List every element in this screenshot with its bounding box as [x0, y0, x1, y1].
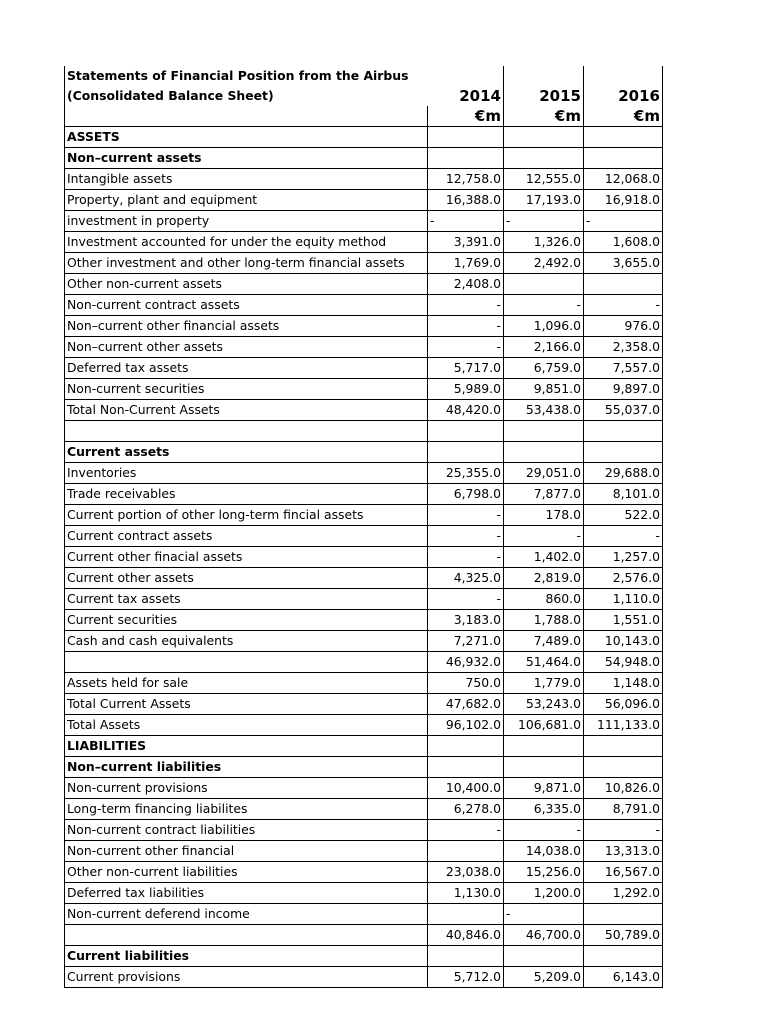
table-row	[65, 295, 663, 316]
cell-2014: 46,932.0	[428, 652, 504, 673]
cell-2014	[428, 946, 504, 967]
row-label: Property, plant and equipment	[65, 190, 428, 211]
cell-2014	[428, 757, 504, 778]
cell-2016: 2,576.0	[584, 568, 663, 589]
row-label: Total Assets	[65, 715, 428, 736]
row-label: Investment accounted for under the equity method	[65, 232, 428, 253]
cell-2015: 46,700.0	[504, 925, 584, 946]
cell-2016	[584, 442, 663, 463]
cell-2015: 53,243.0	[504, 694, 584, 715]
table-row	[65, 421, 663, 442]
cell-2014	[428, 736, 504, 757]
cell-2016: 8,101.0	[584, 484, 663, 505]
cell-2014	[428, 841, 504, 862]
cell-2015: 1,402.0	[504, 547, 584, 568]
cell-2016	[584, 148, 663, 169]
cell-2014: 7,271.0	[428, 631, 504, 652]
cell-2014: -	[428, 337, 504, 358]
table-row	[65, 862, 663, 883]
cell-2014: 3,183.0	[428, 610, 504, 631]
table-row	[65, 568, 663, 589]
row-label: Current tax assets	[65, 589, 428, 610]
year-header-2014: 2014	[459, 87, 501, 105]
cell-2016: -	[584, 211, 663, 232]
cell-2014: -	[428, 211, 504, 232]
cell-2016: 8,791.0	[584, 799, 663, 820]
table-row	[65, 316, 663, 337]
row-label: Other investment and other long-term financial assets	[65, 253, 428, 274]
cell-2015	[504, 127, 584, 148]
cell-2016: 10,143.0	[584, 631, 663, 652]
cell-2014	[428, 421, 504, 442]
cell-2014: 10,400.0	[428, 778, 504, 799]
row-label: Non–current liabilities	[65, 757, 428, 778]
title-line-2: (Consolidated Balance Sheet)	[65, 86, 428, 106]
row-label: Inventories	[65, 463, 428, 484]
cell-2015: 17,193.0	[504, 190, 584, 211]
cell-2014: 40,846.0	[428, 925, 504, 946]
cell-2014: 6,798.0	[428, 484, 504, 505]
table-row	[65, 547, 663, 568]
cell-2014: -	[428, 547, 504, 568]
row-label: Non–current assets	[65, 148, 428, 169]
cell-2014: 12,758.0	[428, 169, 504, 190]
cell-2016: 13,313.0	[584, 841, 663, 862]
cell-2015	[504, 148, 584, 169]
cell-2015: 1,326.0	[504, 232, 584, 253]
cell-2016: 9,897.0	[584, 379, 663, 400]
cell-2016: 1,148.0	[584, 673, 663, 694]
cell-2016: 54,948.0	[584, 652, 663, 673]
row-label: investment in property	[65, 211, 428, 232]
row-label: Cash and cash equivalents	[65, 631, 428, 652]
cell-2014: -	[428, 820, 504, 841]
cell-2015: 51,464.0	[504, 652, 584, 673]
cell-2014: -	[428, 505, 504, 526]
row-label: Non-current securities	[65, 379, 428, 400]
cell-2015	[504, 736, 584, 757]
cell-2016: 3,655.0	[584, 253, 663, 274]
cell-2015	[504, 274, 584, 295]
cell-2016: 111,133.0	[584, 715, 663, 736]
cell-2016: 522.0	[584, 505, 663, 526]
title-row-2	[65, 86, 663, 106]
cell-2016: 29,688.0	[584, 463, 663, 484]
cell-2014: 47,682.0	[428, 694, 504, 715]
cell-2016: 16,918.0	[584, 190, 663, 211]
table-row	[65, 526, 663, 547]
cell-2014: 6,278.0	[428, 799, 504, 820]
cell-2015: 29,051.0	[504, 463, 584, 484]
cell-2016	[584, 127, 663, 148]
table-row	[65, 505, 663, 526]
title-line-1: Statements of Financial Position from the Airbus	[65, 66, 428, 86]
row-label: Non-current deferend income	[65, 904, 428, 925]
cell-2015: 7,877.0	[504, 484, 584, 505]
table-row	[65, 778, 663, 799]
cell-2015: 7,489.0	[504, 631, 584, 652]
row-label: Non-current contract liabilities	[65, 820, 428, 841]
cell-2014: -	[428, 316, 504, 337]
cell-2014: -	[428, 589, 504, 610]
row-label: Current securities	[65, 610, 428, 631]
table-row	[65, 190, 663, 211]
title-row-1	[65, 66, 663, 86]
table-row	[65, 820, 663, 841]
row-label: Trade receivables	[65, 484, 428, 505]
year-header-2015: 2015	[504, 86, 584, 106]
table-row	[65, 694, 663, 715]
table-row	[65, 127, 663, 148]
row-label: Current liabilities	[65, 946, 428, 967]
table-row	[65, 673, 663, 694]
cell-2015: -	[504, 295, 584, 316]
cell-2015: 6,759.0	[504, 358, 584, 379]
cell-2014	[428, 904, 504, 925]
cell-2016: 50,789.0	[584, 925, 663, 946]
cell-2015: 2,819.0	[504, 568, 584, 589]
cell-2016: 6,143.0	[584, 967, 663, 988]
row-label: Total Non-Current Assets	[65, 400, 428, 421]
cell-2014: 5,717.0	[428, 358, 504, 379]
cell-2015: 12,555.0	[504, 169, 584, 190]
table-row	[65, 631, 663, 652]
table-row	[65, 610, 663, 631]
cell-2014: 750.0	[428, 673, 504, 694]
cell-2015: 14,038.0	[504, 841, 584, 862]
cell-2016: 10,826.0	[584, 778, 663, 799]
cell-2016	[584, 736, 663, 757]
cell-2015: -	[504, 211, 584, 232]
cell-2015: -	[504, 526, 584, 547]
table-row	[65, 442, 663, 463]
cell-2014: 25,355.0	[428, 463, 504, 484]
row-label: Current assets	[65, 442, 428, 463]
table-row	[65, 400, 663, 421]
row-label: Intangible assets	[65, 169, 428, 190]
table-row	[65, 253, 663, 274]
cell-2016: 55,037.0	[584, 400, 663, 421]
table-row	[65, 589, 663, 610]
table-row	[65, 463, 663, 484]
cell-2016	[584, 904, 663, 925]
unit-header-2016: €m	[584, 106, 663, 127]
row-label: Current other finacial assets	[65, 547, 428, 568]
cell-2016	[584, 946, 663, 967]
table-row	[65, 652, 663, 673]
row-label	[65, 925, 428, 946]
cell-2016: 16,567.0	[584, 862, 663, 883]
cell-2016: 56,096.0	[584, 694, 663, 715]
cell-2014: 23,038.0	[428, 862, 504, 883]
cell-2016: -	[584, 526, 663, 547]
row-label: Long-term financing liabilites	[65, 799, 428, 820]
table-row	[65, 925, 663, 946]
cell-2016: 1,257.0	[584, 547, 663, 568]
cell-2014: 5,989.0	[428, 379, 504, 400]
table-row	[65, 211, 663, 232]
table-row	[65, 841, 663, 862]
table-row	[65, 967, 663, 988]
table-row	[65, 484, 663, 505]
cell-2014: 5,712.0	[428, 967, 504, 988]
row-label: Deferred tax assets	[65, 358, 428, 379]
cell-2015	[504, 442, 584, 463]
cell-2016: 12,068.0	[584, 169, 663, 190]
cell-2016	[584, 274, 663, 295]
cell-2014: 16,388.0	[428, 190, 504, 211]
cell-2015: 1,200.0	[504, 883, 584, 904]
cell-2014: 1,130.0	[428, 883, 504, 904]
cell-2015: 9,871.0	[504, 778, 584, 799]
cell-2014	[428, 148, 504, 169]
cell-2015: 860.0	[504, 589, 584, 610]
table-row	[65, 232, 663, 253]
row-label: Non-current provisions	[65, 778, 428, 799]
table-row	[65, 715, 663, 736]
table-row	[65, 274, 663, 295]
cell-2014: -	[428, 526, 504, 547]
table-row	[65, 736, 663, 757]
row-label: Other non-current liabilities	[65, 862, 428, 883]
table-row	[65, 799, 663, 820]
row-label: Non–current other financial assets	[65, 316, 428, 337]
cell-2015: 6,335.0	[504, 799, 584, 820]
cell-2016: -	[584, 295, 663, 316]
table-row	[65, 148, 663, 169]
row-label: Current other assets	[65, 568, 428, 589]
cell-2015	[504, 421, 584, 442]
row-label: ASSETS	[65, 127, 428, 148]
cell-2015: 2,492.0	[504, 253, 584, 274]
row-label: Total Current Assets	[65, 694, 428, 715]
row-label: Assets held for sale	[65, 673, 428, 694]
table-row	[65, 169, 663, 190]
unit-row	[65, 106, 663, 127]
cell-2015: 1,779.0	[504, 673, 584, 694]
row-label: Non-current other financial	[65, 841, 428, 862]
cell-2015: 2,166.0	[504, 337, 584, 358]
cell-2015: 178.0	[504, 505, 584, 526]
cell-2014	[428, 442, 504, 463]
row-label: Current provisions	[65, 967, 428, 988]
balance-sheet-table	[64, 66, 663, 988]
cell-2016: 7,557.0	[584, 358, 663, 379]
cell-2016: 2,358.0	[584, 337, 663, 358]
cell-2016	[584, 757, 663, 778]
row-label: LIABILITIES	[65, 736, 428, 757]
row-label: Current portion of other long-term fincial assets	[65, 505, 428, 526]
cell-2014: 3,391.0	[428, 232, 504, 253]
unit-header-2015: €m	[504, 106, 584, 127]
cell-2015: 106,681.0	[504, 715, 584, 736]
cell-2015: 53,438.0	[504, 400, 584, 421]
row-label	[65, 421, 428, 442]
cell-2014	[428, 127, 504, 148]
table-row	[65, 757, 663, 778]
table-row	[65, 379, 663, 400]
cell-2014: 1,769.0	[428, 253, 504, 274]
cell-2016	[584, 421, 663, 442]
cell-2016: 976.0	[584, 316, 663, 337]
table-row	[65, 904, 663, 925]
table-row	[65, 358, 663, 379]
cell-2015: 15,256.0	[504, 862, 584, 883]
table-row	[65, 337, 663, 358]
table-row	[65, 946, 663, 967]
year-header-2016: 2016	[584, 86, 663, 106]
cell-2014: 4,325.0	[428, 568, 504, 589]
cell-2016: 1,292.0	[584, 883, 663, 904]
row-label: Non-current contract assets	[65, 295, 428, 316]
row-label: Deferred tax liabilities	[65, 883, 428, 904]
cell-2016: 1,608.0	[584, 232, 663, 253]
cell-2015: 5,209.0	[504, 967, 584, 988]
cell-2015: 9,851.0	[504, 379, 584, 400]
cell-2016: 1,110.0	[584, 589, 663, 610]
row-label	[65, 652, 428, 673]
unit-header-2014: €m	[428, 106, 504, 127]
row-label: Non–current other assets	[65, 337, 428, 358]
cell-2015: 1,788.0	[504, 610, 584, 631]
cell-2015: 1,096.0	[504, 316, 584, 337]
row-label: Other non-current assets	[65, 274, 428, 295]
cell-2016: -	[584, 820, 663, 841]
cell-2014: 2,408.0	[428, 274, 504, 295]
row-label: Current contract assets	[65, 526, 428, 547]
table-row	[65, 883, 663, 904]
cell-2014: 96,102.0	[428, 715, 504, 736]
cell-2016: 1,551.0	[584, 610, 663, 631]
cell-2015	[504, 946, 584, 967]
cell-2015: -	[504, 904, 584, 925]
cell-2014: 48,420.0	[428, 400, 504, 421]
cell-2015	[504, 757, 584, 778]
cell-2014: -	[428, 295, 504, 316]
cell-2015: -	[504, 820, 584, 841]
